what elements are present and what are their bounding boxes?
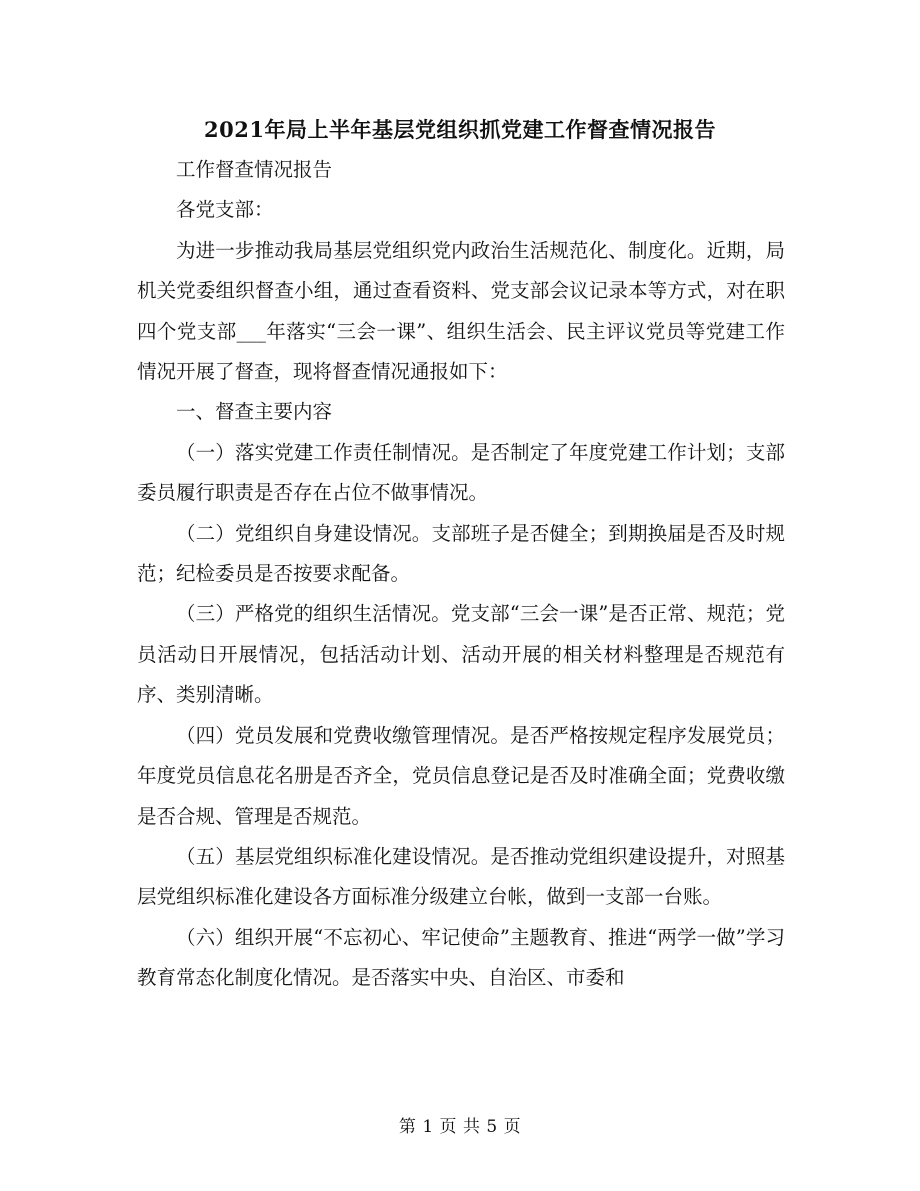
paragraph-item-4: （四）党员发展和党费收缴管理情况。是否严格按规定程序发展党员；年度党员信息花名册是否齐全，党员信息登记是否及时准确全面；党费收缴是否合规、管理是否规范。 [137,723,785,828]
page-number: 第 1 页 共 5 页 [398,1117,522,1137]
document-body [137,150,785,999]
document-title: 2021年局上半年基层党组织抓党建工作督查情况报告 [204,117,716,142]
section-heading-1: 一、督查主要内容 [176,400,333,424]
paragraph-item-3: （三）严格党的组织生活情况。党支部“三会一课”是否正常、规范；党员活动日开展情况，包括活动计划、活动开展的相关材料整理是否规范有序、类别清晰。 [137,602,785,707]
paragraph-subtitle: 工作督查情况报告 [176,158,333,181]
paragraph-item-2: （二）党组织自身建设情况。支部班子是否健全；到期换届是否及时规范；纪检委员是否按要求配备。 [137,521,785,586]
paragraph-intro: 为进一步推动我局基层党组织党内政治生活规范化、制度化。近期，局机关党委组织督查小组，通过查看资料、党支部会议记录本等方式，对在职四个党支部___年落实“三会一课”、组织生活会、民主评议党员等党建工作情况开展了督查，现将督查情况通报如下： [137,238,785,384]
paragraph-item-6: （六）组织开展“不忘初心、牢记使命”主题教育、推进“两学一做”学习教育常态化制度化情况。是否落实中央、自治区、市委和 [137,925,785,990]
paragraph-item-1: （一）落实党建工作责任制情况。是否制定了年度党建工作计划；支部委员履行职责是否存在占位不做事情况。 [137,440,785,505]
paragraph-item-5: （五）基层党组织标准化建设情况。是否推动党组织建设提升，对照基层党组织标准化建设各方面标准分级建立台帐，做到一支部一台账。 [137,844,785,909]
paragraph-salutation: 各党支部： [176,198,274,222]
